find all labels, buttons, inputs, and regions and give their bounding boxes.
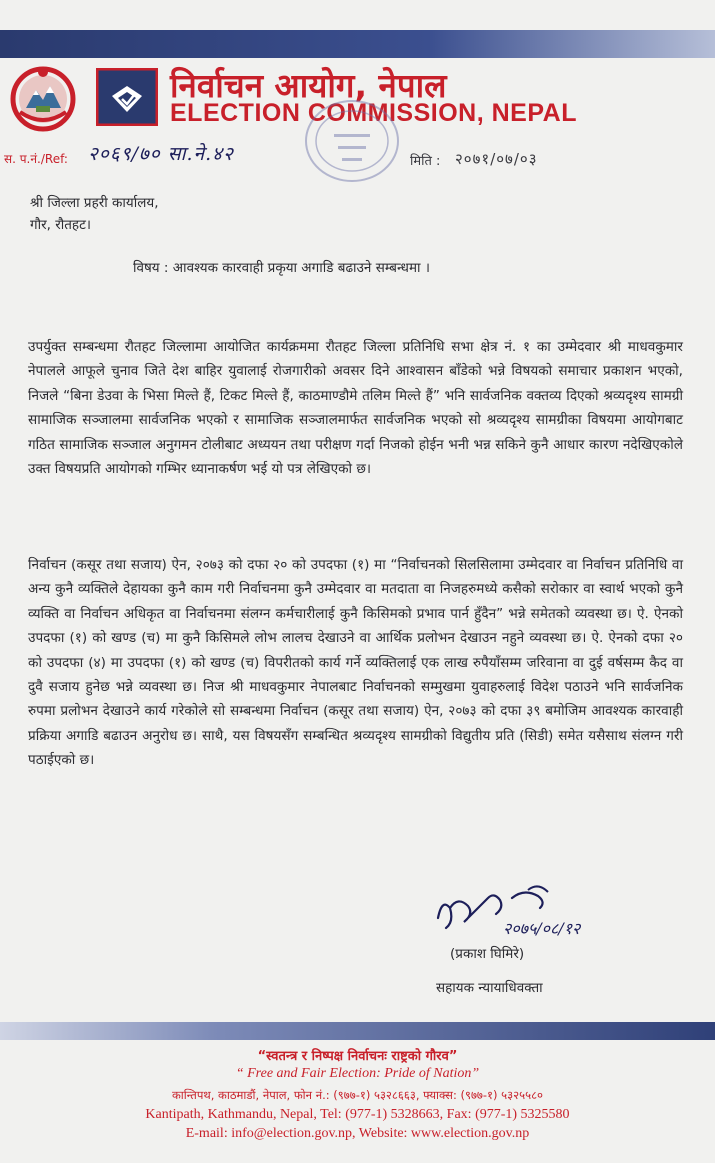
reference-number: २०६९/७० सा.ने.४२ bbox=[88, 143, 234, 165]
election-commission-logo-icon bbox=[96, 68, 158, 126]
reference-label: स. प.नं./Ref: bbox=[4, 152, 68, 166]
nepal-emblem-icon bbox=[6, 62, 80, 132]
footer-band bbox=[0, 1022, 715, 1040]
addressee bbox=[30, 192, 159, 236]
subject-line: विषय : आवश्यक कारवाही प्रकृया अगाडि बढाउने सम्बन्धमा । bbox=[133, 260, 430, 276]
footer-contact: E-mail: info@election.gov.np, Website: www.election.gov.np bbox=[185, 1126, 530, 1141]
date-value: २०७१/०७/०३ bbox=[455, 150, 538, 168]
signatory-designation: सहायक न्यायाधिवक्ता bbox=[436, 980, 543, 996]
footer-slogan-english: “ Free and Fair Election: Pride of Nation” bbox=[235, 1066, 480, 1081]
body-paragraph-1: उपर्युक्त सम्बन्धमा रौतहट जिल्लामा आयोजित कार्यक्रममा रौतहट जिल्ला प्रतिनिधि सभा क्षेत्र नं. १ का उम्मेदवार श्री माधवकुमार नेपालले आफूले चुनाव जिते देश बाहिर युवालाई रोजगारीको अवसर दिने आश्वासन बाँडेको भन्ने विषयको समाचार प्रकाशन भएको, निजले “बिना डेउवा के भिसा मिल्ते हैं, टिकट मिल्ते हैं, काठमाण्डौमे तलिम मिल्ते हैं” भनि सार्वजनिक वक्तव्य दिएको श्रव्यदृश्य सामग्री सामाजिक सञ्जालमा सार्वजनिक भएको र सामाजिक सञ्जालमार्फत सार्वजनिक भएको सो श्रव्यदृश्य सामग्रीका विषयमा आयोगबाट गठित सामाजिक सञ्जाल अनुगमन टोलीबाट अध्ययन तथा परीक्षण गर्दा निजको होईन भनी भन्न सकिने कुनै आधार कारण नदेखिएकोले उक्त विषयप्रति आयोगको गम्भिर ध्यानाकर्षण भई यो पत्र लेखिएको छ। bbox=[28, 339, 683, 478]
addressee-line-1: श्री जिल्ला प्रहरी कार्यालय, bbox=[30, 195, 159, 211]
header-band bbox=[0, 30, 715, 58]
body-paragraph-2: निर्वाचन (कसूर तथा सजाय) ऐन, २०७३ को दफा २० को उपदफा (१) मा “निर्वाचनको सिलसिलामा उम्मेदवार वा निर्वाचन प्रतिनिधि वा अन्य कुनै व्यक्तिले देहायका कुनै काम गरी निर्वाचनमा कुनै उम्मेदवार वा मतदाता वा निजहरुमध्ये कसैको सरोकार वा स्वार्थ भएको कुनै व्यक्ति वा निर्वाचन अधिकृत वा निर्वाचनमा संलग्न कर्मचारीलाई कुनै किसिमको प्रभाव पार्न हुँदैन” भन्ने समेतको व्यवस्था छ। ऐ. ऐनको उपदफा (१) को खण्ड (च) मा कुनै किसिमले लोभ लालच देखाउने वा आर्थिक प्रलोभन देखाउन नहुने व्यवस्था छ। ऐ. ऐनको दफा २० को उपदफा (४) मा उपदफा (१) को खण्ड (च) विपरीतको कार्य गर्ने व्यक्तिलाई एक लाख रुपैयाँसम्म जरिवाना वा दुई वर्षसम्म कैद वा दुवै सजाय हुनेछ भन्ने व्यवस्था छ। निज श्री माधवकुमार नेपालबाट निर्वाचनको सम्मुखमा युवाहरुलाई विदेश पठाउने भनि सार्वजनिक रुपमा प्रलोभन देखाउने कार्य गरेकोले सो सम्बन्धमा निर्वाचन (कसूर तथा सजाय) ऐन, २०७३ को दफा ३९ बमोजिम आवश्यक कारवाही प्रक्रिया अगाडि बढाउन अनुरोध छ। साथै, यस विषयसँग सम्बन्धित श्रव्यदृश्य सामग्रीको विद्युतीय प्रति (सिडी) समेत यसैसाथ संलग्न गरी पठाईएको छ। bbox=[28, 557, 683, 769]
letterhead-title-nepali: निर्वाचन आयोग, नेपाल bbox=[170, 66, 447, 105]
footer-slogan-nepali: “स्वतन्त्र र निष्पक्ष निर्वाचनः राष्ट्रको गौरव” bbox=[257, 1049, 458, 1064]
addressee-line-2: गौर, रौतहट। bbox=[30, 217, 92, 233]
signatory-name: (प्रकाश घिमिरे) bbox=[450, 946, 525, 962]
letterhead-title-english: ELECTION COMMISSION, NEPAL bbox=[170, 99, 577, 127]
office-stamp-icon bbox=[302, 96, 402, 186]
date-label: मिति : bbox=[410, 154, 441, 169]
footer-address-english: Kantipath, Kathmandu, Nepal, Tel: (977-1) 5328663, Fax: (977-1) 5325580 bbox=[145, 1107, 570, 1122]
footer-address-nepali: कान्तिपथ, काठमाडौं, नेपाल, फोन नं.: (९७७-१) ५३२८६६३, फ्याक्स: (९७७-१) ५३२५५८० bbox=[171, 1088, 544, 1102]
signature-date: २०७५/०८/१२ bbox=[503, 919, 581, 938]
